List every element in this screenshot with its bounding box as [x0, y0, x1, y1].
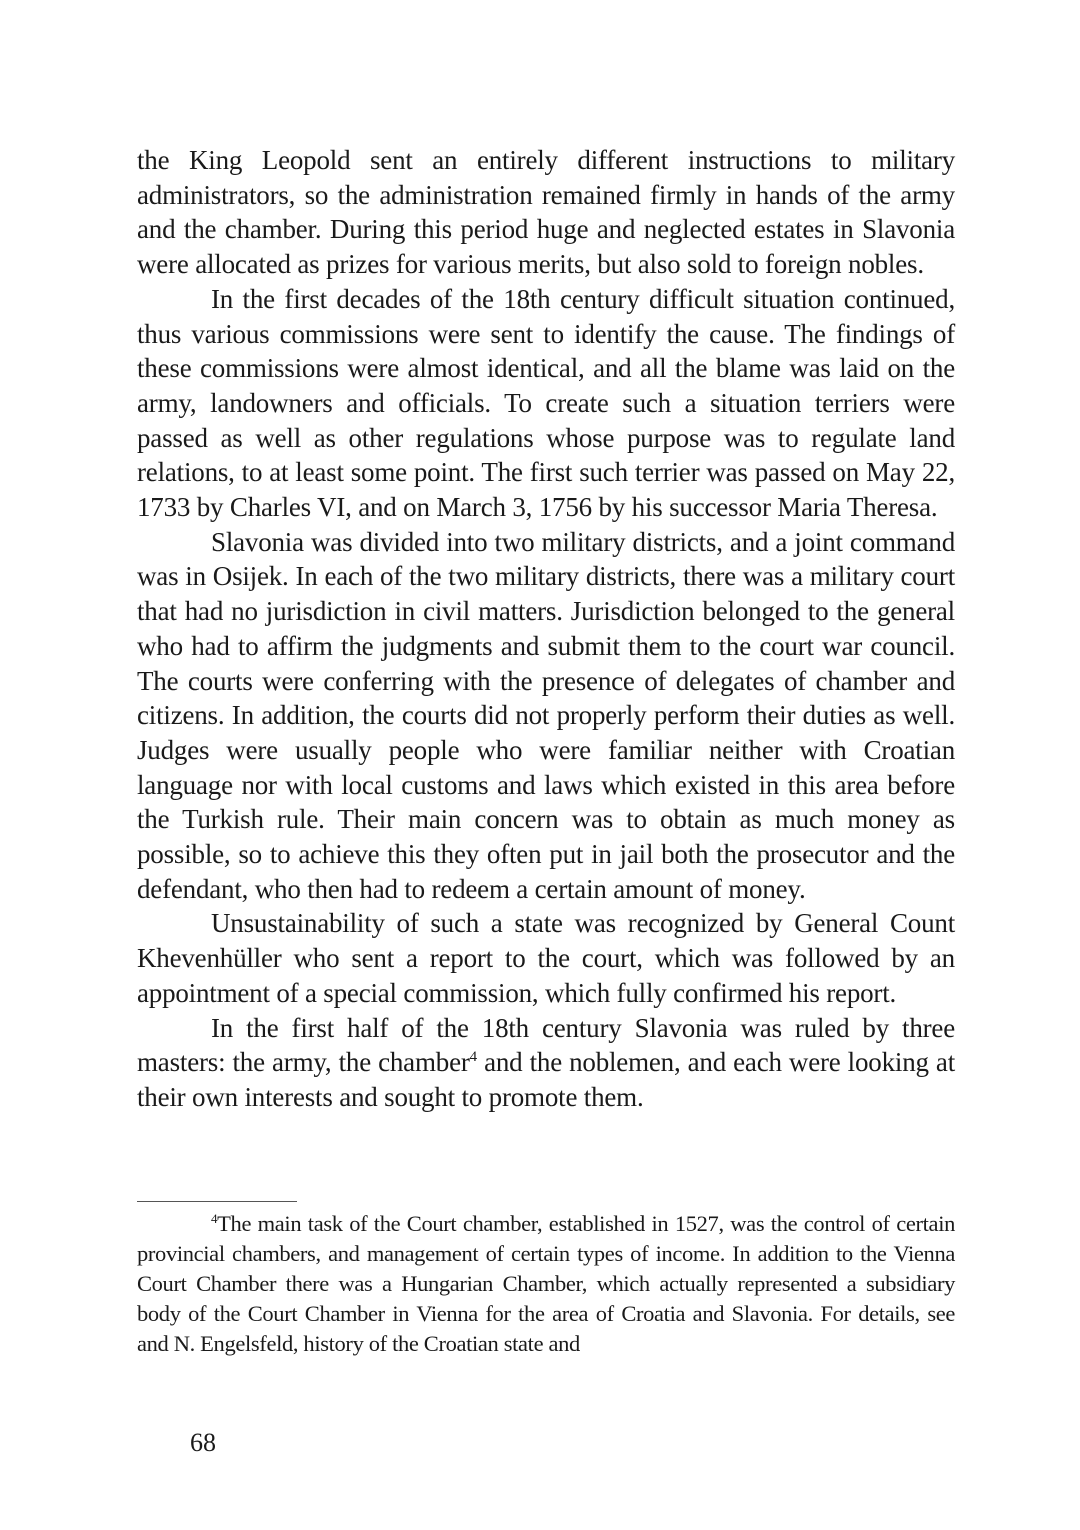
main-text	[137, 143, 955, 1115]
footnote-reference[interactable]: 4	[469, 1049, 477, 1066]
footnote	[137, 1209, 955, 1359]
paragraph: Unsustainability of such a state was recognized by General Count Khevenhüller who sent a report to the court, which was followed by an appointment of a special commission, which fully confirmed his report.	[137, 908, 955, 1008]
footnote-paragraph	[137, 1209, 955, 1359]
paragraph-text: and the noblemen, and each were looking at their own interests and sought to promote them.	[137, 1047, 955, 1112]
paragraph: the King Leopold sent an entirely different instructions to military administrators, so the administration remained firmly in hands of the army and the chamber. During this period huge and neglected estates in Slavonia were allocated as prizes for various merits, but also sold to foreign nobles.	[137, 145, 955, 280]
paragraph: Slavonia was divided into two military districts, and a joint command was in Osijek. In each of the two military districts, there was a military court that had no jurisdiction in civil matters. Jurisdiction belonged to the general who had to affirm the judgments and submit them to the court war council. The courts were conferring with the presence of delegates of chamber and citizens. In addition, the courts did not properly perform their duties as well. Judges were usually people who were familiar neither with Croatian language nor with local customs and laws which existed in this area before the Turkish rule. Their main concern was to obtain as much money as possible, so to achieve this they often put in jail both the prosecutor and the defendant, who then had to redeem a certain amount of money.	[137, 526, 955, 904]
footnote-text: The main task of the Court chamber, established in 1527, was the control of certain provincial chambers, and management of certain types of income. In addition to the Vienna Court Chamber there was a Hungarian Chamber, which actually represented a subsidiary body of the Court Chamber in Vienna for the area of Croatia and Slavonia. For details, see and N. Engelsfeld, history of the Croatian state and	[137, 1211, 955, 1356]
page-number: 68	[190, 1428, 216, 1457]
page-body	[137, 143, 955, 1115]
paragraph	[137, 1011, 955, 1115]
paragraph: In the first decades of the 18th century difficult situation continued, thus various commissions were sent to identify the cause. The findings of these commissions were almost identical, and all the blame was laid on the army, landowners and officials. To create such a situation terriers were passed as well as other regulations whose purpose was to regulate land relations, to at least some point. The first such terrier was passed on May 22, 1733 by Charles VI, and on March 3, 1756 by his successor Maria Theresa.	[137, 283, 955, 523]
footnote-divider	[137, 1201, 297, 1202]
paragraph-text: In the first half of the 18th century Slavonia was ruled by three masters: the army, the chamber	[137, 1012, 955, 1078]
footnote-number: 4	[211, 1211, 218, 1226]
